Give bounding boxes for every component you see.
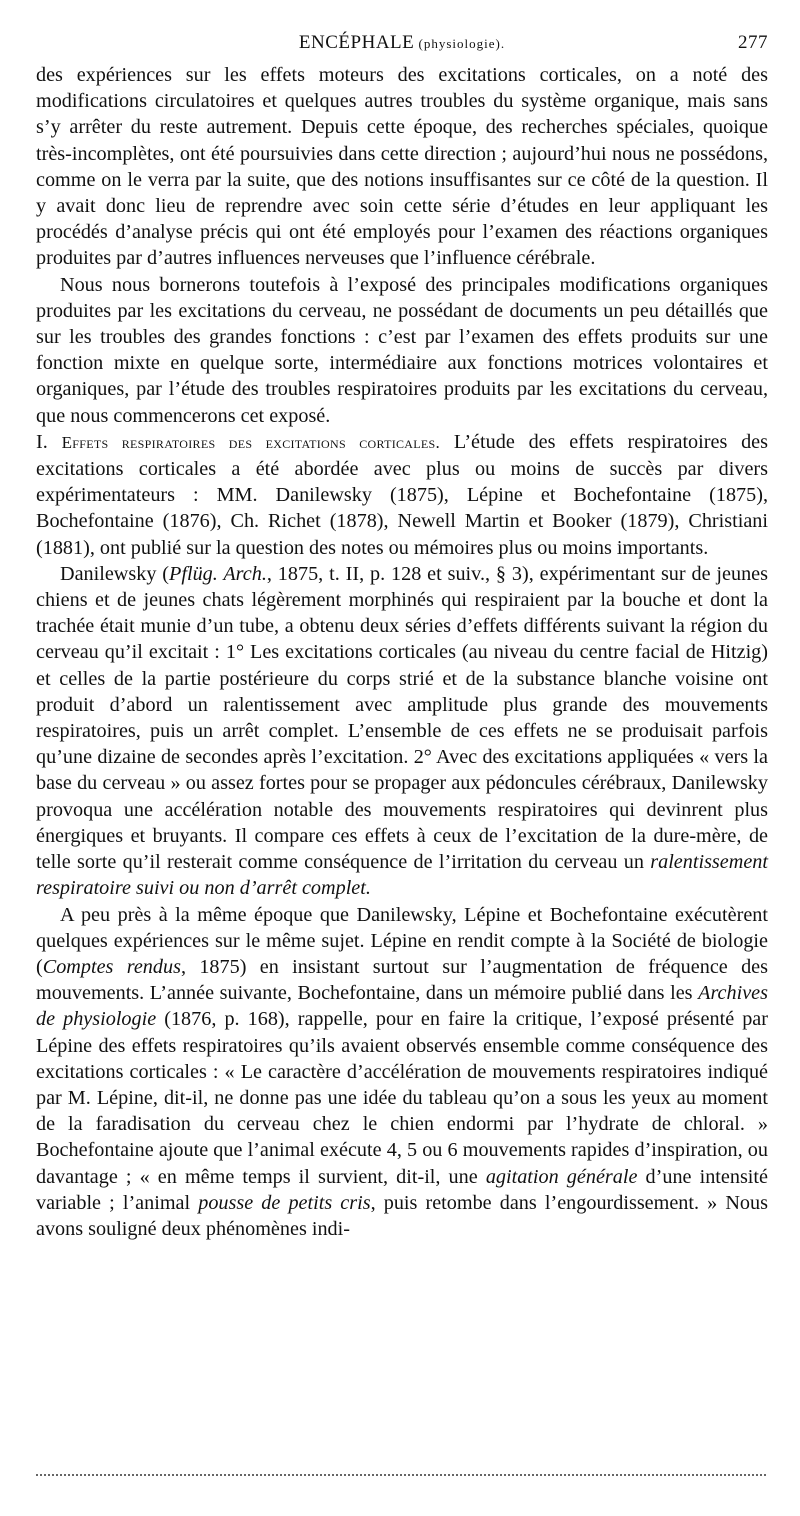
running-title-sub: (physiologie). bbox=[418, 36, 506, 51]
emphasis-ralentissement: ralentissement respiratoire suivi ou non d’arrêt complet. bbox=[36, 851, 768, 900]
paragraph-3-text: L’étude des effets respiratoires des excitations corticales a été abordée avec plus ou moins de succès par divers expérimentateurs : MM. Danilewsky (1875), Lépine et Bochefontaine (1875), Bochefontaine (1876), Ch. Richet (1878), Newell Martin et Booker (1879), Christiani (1881), ont publié sur la question des notes ou mémoires plus ou moins importants. bbox=[36, 430, 768, 559]
page bbox=[36, 28, 768, 1242]
paragraph-1: des expériences sur les effets moteurs des excitations corticales, on a noté des modifications circulatoires et quelques autres troubles du système organique, mais sans s’y arrêter du reste autrement. Depuis cette époque, des recherches spéciales, quoique très-incomplètes, ont été poursuivies dans cette direction ; aujourd’hui nous ne possédons, comme on le verra par la suite, que des notions insuffisantes sur ce côté de la question. Il y avait donc lieu de reprendre avec soin cette série d’études en leur appliquant les procédés d’analyse précis qui ont été employés pour l’examen des réactions organiques produites par d’autres influences nerveuses que l’influence cérébrale. bbox=[36, 64, 768, 270]
section-number: I. bbox=[36, 430, 48, 453]
paragraph-5-part-b: , 1875) en insistant surtout sur l’augmentation de fréquence des mouvements. L’année suivante, Bochefontaine, dans un mémoire publié dans les bbox=[36, 955, 768, 1005]
paragraph-3 bbox=[36, 429, 768, 561]
citation-comptes-rendus: Comptes rendus bbox=[42, 955, 181, 978]
section-heading: Effets respiratoires des excitations corticales. bbox=[61, 432, 441, 452]
paragraph-4 bbox=[36, 561, 768, 902]
running-title bbox=[36, 32, 768, 54]
body-text bbox=[36, 62, 768, 1242]
paragraph-4-part-a: Danilewsky ( bbox=[60, 562, 170, 585]
footer-dotted-rule bbox=[36, 1474, 766, 1476]
page-number: 277 bbox=[738, 32, 768, 53]
emphasis-petits-cris: pousse de petits cris bbox=[198, 1191, 371, 1214]
running-header bbox=[36, 28, 768, 58]
paragraph-5-part-e: , puis retombe dans l’engourdissement. » Nous avons souligné deux phénomènes indi- bbox=[36, 1191, 768, 1240]
paragraph-5-part-a: A peu près à la même époque que Danilewsky, Lépine et Bochefontaine exécutèrent quelques expériences sur le même sujet. Lépine en rendit compte à la Société de biologie ( bbox=[36, 903, 768, 978]
citation-archives-physiologie: Archives de physiologie bbox=[36, 982, 768, 1031]
emphasis-agitation-generale: agitation générale bbox=[485, 1165, 638, 1188]
paragraph-5-part-d: d’une intensité variable ; l’animal bbox=[36, 1165, 768, 1214]
paragraph-4-part-b: , 1875, t. II, p. 128 et suiv., § 3), expérimentant sur de jeunes chiens et de jeunes chats légèrement morphinés qui respiraient par la bouche et dont la trachée était munie d’un tube, a obtenu deux séries d’effets différents suivant la région du cerveau qu’il excitait : 1° Les excitations corticales (au niveau du centre facial de Hitzig) et celles de la partie postérieure du corps strié et de la substance blanche voisine ont produit d’abord un ralentissement avec amplitude plus grande des mouvements respiratoires, puis un arrêt complet. L’ensemble de ces effets ne se produisait parfois qu’une dizaine de secondes après l’excitation. 2° Avec des excitations appliquées « vers la base du cerveau » ou assez fortes pour se propager aux pédoncules cérébraux, Danilewsky provoqua une accélération notable des mouvements respiratoires qui devinrent plus énergiques et bruyants. Il compare ces effets à ceux de l’excitation de la dure-mère, de telle sorte qu’il resterait comme conséquence de l’irritation du cerveau un bbox=[36, 562, 769, 874]
paragraph-2: Nous nous bornerons toutefois à l’exposé des principales modifications organiques produites par les excitations du cerveau, ne possédant de documents un peu détaillés que sur les troubles des grandes fonctions : c’est par l’examen des effets produits sur une fonction mixte en quelque sorte, intermédiaire aux fonctions motrices volontaires et organiques, par l’étude des troubles respiratoires produits par les excitations du cerveau, que nous commencerons cet exposé. bbox=[36, 273, 768, 427]
running-title-main: ENCÉPHALE bbox=[298, 32, 415, 53]
paragraph-5-part-c: (1876, p. 168), rappelle, pour en faire la critique, l’exposé présenté par Lépine des effets respiratoires qu’ils avaient observés ensemble comme conséquence des excitations corticales : « Le caractère d’accélération de mouvements respiratoires indiqué par M. Lépine, dit-il, ne donne pas une idée du tableau qu’on a sous les yeux au moment de la faradisation du cerveau chez le chien endormi par l’hydrate de chloral. » Bochefontaine ajoute que l’animal exécute 4, 5 ou 6 mouvements rapides d’inspiration, ou davantage ; « en même temps il survient, dit-il, une bbox=[36, 1008, 768, 1188]
citation-pflug-arch: Pflüg. Arch. bbox=[169, 562, 267, 585]
paragraph-5 bbox=[36, 902, 768, 1243]
